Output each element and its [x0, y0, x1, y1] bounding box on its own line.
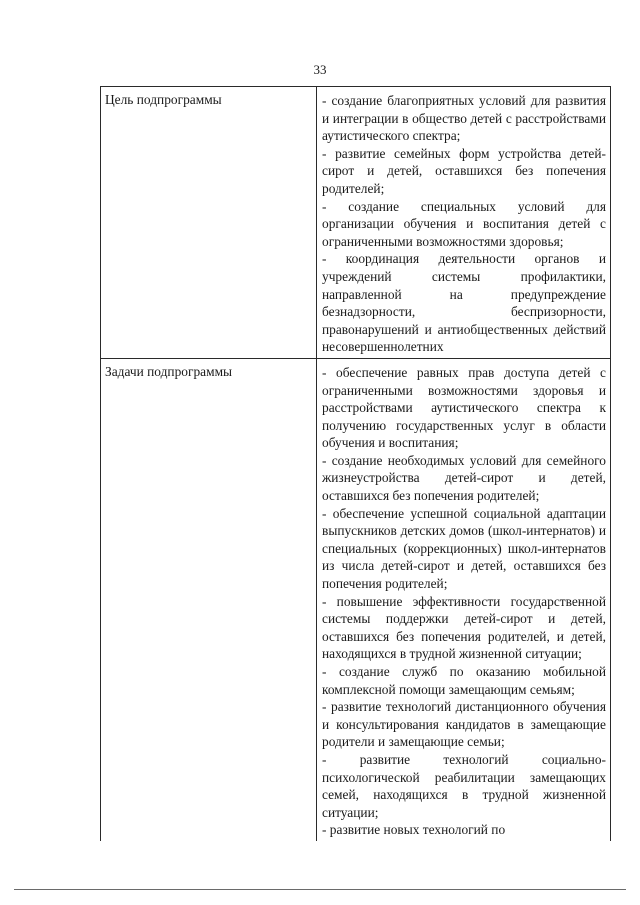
- list-item: - создание специальных условий для организации обучения и воспитания детей с ограниченными возможностями здоровья;: [322, 198, 606, 249]
- list-item: - создание необходимых условий для семейного жизнеустройства детей-сирот и детей, оставшихся без попечения родителей;: [322, 452, 606, 504]
- tasks-label: Задачи подпрограммы: [101, 358, 317, 841]
- table-row-goal: [101, 87, 611, 359]
- list-item: - развитие новых технологий по: [322, 822, 506, 838]
- scan-edge-line: [14, 889, 626, 890]
- page-number: 33: [313, 62, 327, 77]
- list-item: - координация деятельности органов и учреждений системы профилактики, направленной на предупреждение безнадзорности, беспризорности, правонарушений и антиобщественных действий несовершеннолетних: [322, 251, 606, 355]
- list-item: - развитие семейных форм устройства детей-сирот и детей, оставшихся без попечения родителей;: [322, 145, 606, 196]
- list-item: - обеспечение равных прав доступа детей с ограниченными возможностями здоровья и расстройствами аутистического спектра к получению государственных услуг в области обучения и воспитания;: [322, 364, 606, 451]
- list-item: - развитие технологий дистанционного обучения и консультирования кандидатов в замещающие родители и замещающие семьи;: [322, 699, 606, 750]
- list-item: - создание служб по оказанию мобильной комплексной помощи замещающим семьям;: [322, 664, 606, 697]
- list-item: - создание благоприятных условий для развития и интеграции в общество детей с расстройствами аутистического спектра;: [322, 93, 606, 144]
- subprogram-table: [100, 86, 611, 841]
- list-item: - повышение эффективности государственной системы поддержки детей-сирот и детей, оставшихся без попечения родителей, и детей, находящихся в трудной жизненной ситуации;: [322, 593, 606, 662]
- tasks-content: [317, 358, 611, 841]
- table-row-tasks: [101, 358, 611, 841]
- goal-content: [317, 87, 611, 359]
- list-item: - развитие технологий социально-психологической реабилитации замещающих семей, находящихся в трудной жизненной ситуации;: [322, 751, 606, 820]
- goal-label: Цель подпрограммы: [101, 87, 317, 359]
- list-item: - обеспечение успешной социальной адаптации выпускников детских домов (школ-интернатов) и специальных (коррекционных) школ-интернатов из числа детей-сирот и детей, оставшихся без попечения родителей;: [322, 505, 606, 592]
